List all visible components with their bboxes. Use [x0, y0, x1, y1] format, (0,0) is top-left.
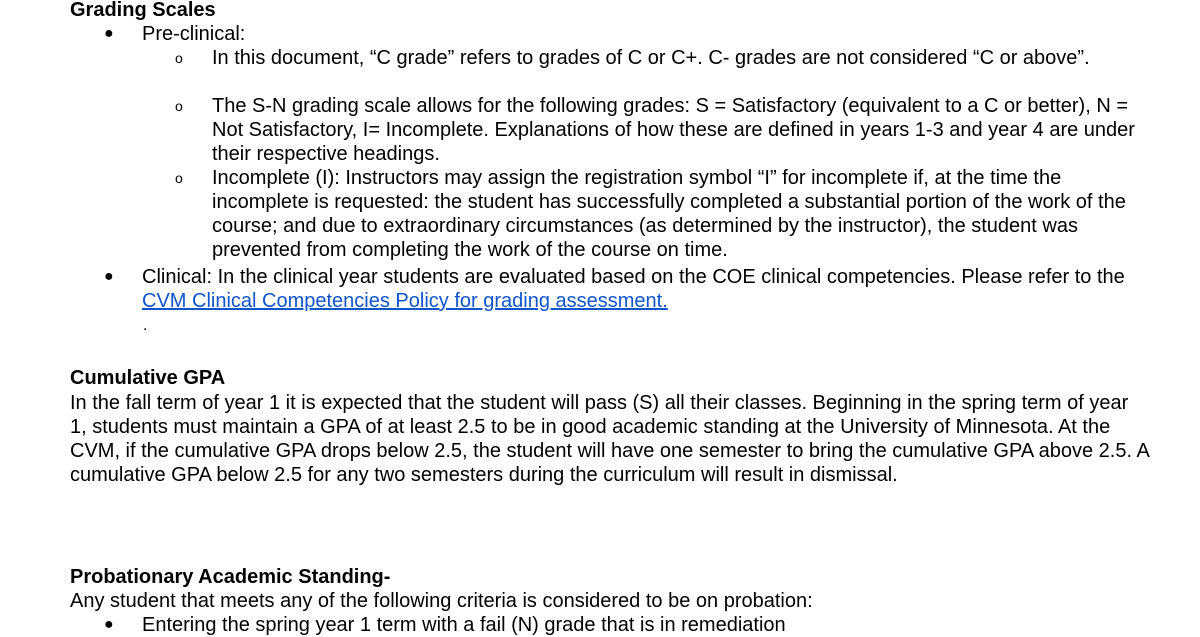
- preclinical-label: Pre-clinical:: [142, 23, 246, 45]
- clinical-item: [104, 265, 1142, 313]
- clinical-competencies-link[interactable]: CVM Clinical Competencies Policy for grading assessment.: [142, 290, 668, 312]
- disc-bullet-icon: ●: [104, 25, 114, 42]
- disc-bullet-icon: ●: [104, 616, 114, 633]
- cumulative-gpa-body: In the fall term of year 1 it is expected that the student will pass (S) all their classes. Beginning in the spring term of year 1, students must maintain a GPA of at least 2.5 to be in good academic standing at the University of Minnesota. At the CVM, if the cumulative GPA drops below 2.5, the student will have one semester to bring the cumulative GPA above 2.5. A cumulative GPA below 2.5 for any two semesters during the curriculum will result in dismissal.: [70, 392, 1149, 486]
- sub-item-text: In this document, “C grade” refers to grades of C or C+. C- grades are not considered “C or above”.: [212, 47, 1090, 69]
- probation-item-text: Entering the spring year 1 term with a fail (N) grade that is in remediation: [142, 614, 786, 636]
- circle-bullet-icon: o: [175, 98, 183, 114]
- clinical-text: Clinical: In the clinical year students are evaluated based on the COE clinical competencies. Please refer to the: [142, 266, 1125, 288]
- probation-item: [104, 613, 1142, 637]
- sub-item-c-grade: [175, 46, 1142, 70]
- sub-item-incomplete: [175, 166, 1142, 262]
- sub-item-text: Incomplete (I): Instructors may assign the registration symbol “I” for incomplete if, at the time the incomplete is requested: the student has successfully completed a substantial portion of the work of the course; and due to extraordinary circumstances (as determined by the instructor), the student was prevented from completing the work of the course on time.: [212, 167, 1126, 261]
- sub-item-text: The S-N grading scale allows for the following grades: S = Satisfactory (equivalent to a C or better), N = Not Satisfactory, I= Incomplete. Explanations of how these are defined in years 1-3 and year 4 are under their respective headings.: [212, 95, 1135, 165]
- sub-item-sn-scale: [175, 94, 1142, 166]
- disc-bullet-icon: ●: [104, 268, 114, 285]
- grading-scales-heading: Grading Scales: [70, 0, 216, 21]
- circle-bullet-icon: o: [175, 50, 183, 66]
- cumulative-gpa-heading: Cumulative GPA: [70, 367, 226, 389]
- probation-intro: Any student that meets any of the following criteria is considered to be on probation:: [70, 590, 813, 612]
- stray-period: .: [143, 317, 148, 334]
- preclinical-item: [104, 22, 1142, 46]
- circle-bullet-icon: o: [175, 170, 183, 186]
- probation-heading: Probationary Academic Standing-: [70, 566, 391, 588]
